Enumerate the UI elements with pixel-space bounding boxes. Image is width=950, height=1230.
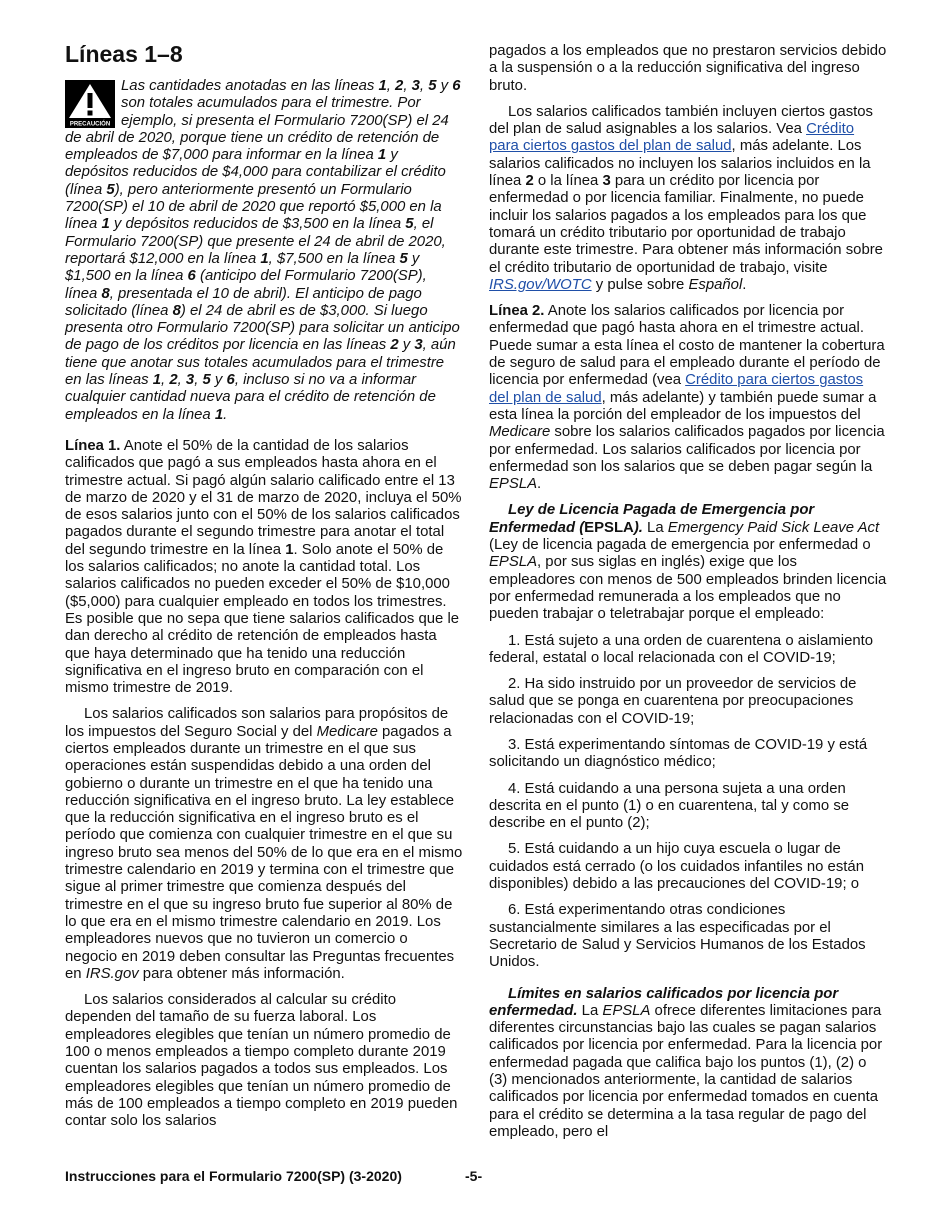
workforce-size-paragraph: Los salarios considerados al calcular su crédito dependen del tamaño de su fuerza laboral. Los empleadores elegibles que tenían un número promedio de 100 o menos empleados a tiempo completo durante 2019 cuentan los salarios pagados a todos sus empleados. Los empleadores elegibles que tenían un número promedio de más de 100 empleados a tiempo completo en 2019 pueden contar solo los salarios: [65, 992, 458, 1130]
list-item: 2. Ha sido instruido por un proveedor de servicios de salud que se ponga en cuarentena por preocupaciones relacionadas con el COVID-19;: [489, 676, 857, 727]
page-number: -5-: [465, 1168, 483, 1184]
page-footer: [65, 1168, 885, 1184]
list-item: 6. Está experimentando otras condiciones sustancialmente similares a las especificadas por el Secretario de Salud y Servicios Humanos de los Estados Unidos.: [489, 902, 866, 971]
list-item: 5. Está cuidando a un hijo cuya escuela o lugar de cuidados está cerrado (o los cuidados infantiles no están disponibles) debido a las precauciones del COVID-19; o: [489, 841, 864, 893]
caution-icon-label: PRECAUCIÓN: [69, 121, 111, 128]
left-column: [65, 40, 463, 1140]
qualified-wages-paragraph: Los salarios calificados son salarios para propósitos de los impuestos del Seguro Social y del Medicare pagados a ciertos empleados durante un trimestre en el que sus operaciones están suspendidas debido a una orden del gobierno o durante un trimestre en el que ha tenido una reducción significativa en el ingreso bruto. La ley establece que la reducción significativa en el ingreso bruto es el período que comienza con cualquier trimestre en el que su ingreso bruto sea menos del 50% de lo que era en el mismo trimestre calendario en 2019 y termina con el trimestre que sigue al primer trimestre que comienza después del trimestre en el que su ingreso bruto fue superior al 80% de lo que era en el mismo trimestre calendario en 2019. Los empleadores nuevos que no tuvieron un comercio o negocio en 2019 deben consultar las Preguntas frecuentes en IRS.gov para obtener más información.: [65, 706, 463, 982]
list-item: 3. Está experimentando síntomas de COVID-19 y está solicitando un diagnóstico médico;: [489, 736, 868, 771]
linea1-paragraph: Línea 1. Anote el 50% de la cantidad de los salarios calificados que pagó a sus empleados hasta ahora en el trimestre actual. Si pagó algún salario calificado entre el 13 de marzo de 2020 y el 31 de marzo de 2020, incluya el 50% de esos salarios junto con el 50% de los salarios calificados pagados durante el segundo trimestre para anotar el total del segundo trimestre en la línea 1. Solo anote el 50% de los salarios calificados; no anote la cantidad total. Los salarios calificados no pueden exceder el 50% de $10,000 ($5,000) para cualquier empleado en todos los trimestres. Es posible que no sepa que tiene salarios calificados que le dan derecho al crédito de retención de empleados hasta que haya determinado que ha tenido una reducción significativa en el ingreso bruto en comparación con el mismo trimestre de 2019.: [65, 437, 462, 697]
list-item: 4. Está cuidando a una persona sujeta a una orden descrita en el punto (1) o en cuarentena, tal y como se describe en el punto (2);: [489, 780, 850, 832]
epsla-paragraph: Ley de Licencia Pagada de Emergencia por Enfermedad (EPSLA). La Emergency Paid Sick Leave Act (Ley de licencia pagada de emergencia por enfermedad o EPSLA, por sus siglas en inglés) exige que los empleadores con menos de 500 empleados brinden licencia por enfermedad remunerada a los empleados que no pueden trabajar o teletrabajar porque el empleado:: [489, 502, 887, 623]
health-plan-paragraph: Los salarios calificados también incluyen ciertos gastos del plan de salud asignables a los salarios. Vea Crédito para ciertos gastos del plan de salud, más adelante. Los salarios calificados no incluyen los salarios incluidos en la línea 2 o la línea 3 para un crédito por licencia por enfermedad o por licencia familiar. Finalmente, no puede incluir los salarios pagados a los empleados para los que tomará un crédito tributario por oportunidad de trabajo durante este trimestre. Para obtener más información sobre el crédito tributario de oportunidad de trabajo, visite IRS.gov/WOTC y pulse sobre Español.: [489, 103, 883, 293]
continued-paragraph: pagados a los empleados que no prestaron servicios debido a la suspensión o a la reducción significativa del ingreso bruto.: [489, 43, 887, 94]
section-heading: Líneas 1–8: [65, 41, 183, 67]
health-plan-credit-link-2[interactable]: Crédito para ciertos gastos del plan de salud: [489, 372, 864, 406]
list-item: 1. Está sujeto a una orden de cuarentena o aislamiento federal, estatal o local relacionada con el COVID-19;: [489, 632, 874, 666]
linea1-title: Línea 1.: [65, 437, 121, 454]
health-plan-credit-link[interactable]: Crédito para ciertos gastos del plan de salud: [489, 121, 855, 155]
caution-icon: [65, 80, 115, 128]
linea2-paragraph: Línea 2. Anote los salarios calificados por licencia por enfermedad que pagó hasta ahora en el trimestre actual. Puede sumar a esta línea el costo de mantener la cobertura de seguro de salud para el empleado durante el período de licencia por enfermedad (vea Crédito para ciertos gastos del plan de salud, más adelante) y también puede sumar a esta línea la porción del empleador de los impuestos del Medicare sobre los salarios calificados pagados por licencia por enfermedad. Los salarios calificados por licencia por enfermedad son los salarios que se deben pagar según la EPSLA.: [489, 303, 885, 493]
limits-paragraph: Límites en salarios calificados por licencia por enfermedad. La EPSLA ofrece diferentes limitaciones para diferentes circunstancias bajo las cuales se pagan salarios calificados por licencia por enfermedad. Para la licencia por enfermedad pagada que califica bajo los puntos (1), (2) o (3) mencionados anteriormente, la cantidad de salarios calificados por licencia por enfermedad tomados en cuenta para el crédito se determina a la tasa regular de pago del empleado, pero el: [489, 985, 883, 1140]
wotc-link[interactable]: IRS.gov/WOTC: [489, 276, 592, 293]
right-column: [489, 43, 887, 1150]
footer-title: Instrucciones para el Formulario 7200(SP) (3-2020): [65, 1168, 402, 1184]
caution-note: PRECAUCIÓN Las cantidades anotadas en las líneas 1, 2, 3, 5 y 6 son totales acumulados para el trimestre. Por ejemplo, si presenta el Formulario 7200(SP) el 24 de abril de 2020, porque tiene un crédito de retención de empleados de $7,000 para informar en la línea 1 y depósitos reducidos de $4,000 para contabilizar el crédito (línea 5), pero anteriormente presentó un Formulario 7200(SP) el 10 de abril de 2020 que reportó $5,000 en la línea 1 y depósitos reducidos de $3,500 en la línea 5, el Formulario 7200(SP) que presente el 24 de abril de 2020, reportará $12,000 en la línea 1, $7,500 en la línea 5 y $1,500 en la línea 6 (anticipo del Formulario 7200(SP), línea 8, presentada el 10 de abril). El anticipo de pago solicitado (línea 8) el 24 de abril es de $3,000. Si luego presenta otro Formulario 7200(SP) para solicitar un anticipo de pago de los créditos por licencia en las líneas 2 y 3, aún tiene que anotar sus totales acumulados para el trimestre en las líneas 1, 2, 3, 5 y 6, incluso si no va a informar cualquier cantidad nueva para el crédito de retención de empleados en la línea 1.: [65, 78, 461, 423]
linea2-title: Línea 2.: [489, 303, 545, 320]
